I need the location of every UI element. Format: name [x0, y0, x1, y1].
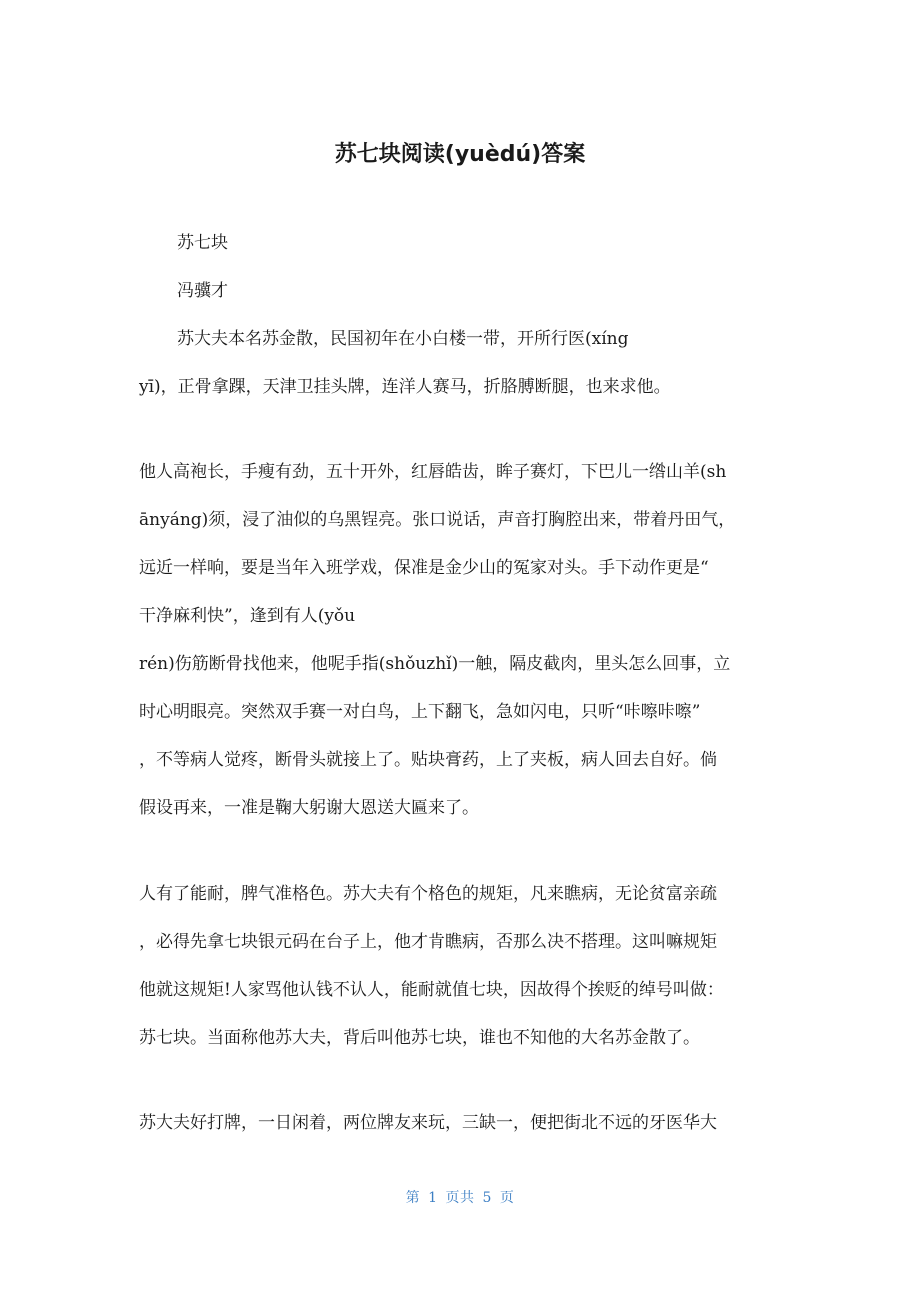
- text-line: 苏大夫好打牌，一日闲着，两位牌友来玩，三缺一，便把街北不远的牙医华大: [139, 1113, 717, 1133]
- text-line: rén)伤筋断骨找他来，他呢手指(shǒuzhǐ)一触，隔皮截肉，里头怎么回事，立: [139, 654, 731, 674]
- document-title: 苏七块阅读(yuèdú)答案: [334, 142, 586, 167]
- current-page-number: 1: [428, 1190, 438, 1206]
- text-line: ānyáng)须，浸了油似的乌黑锃亮。张口说话，声音打胸腔出来，带着丹田气，: [139, 510, 736, 530]
- text-line: 苏大夫本名苏金散，民国初年在小白楼一带，开所行医(xíng: [177, 329, 629, 349]
- text-line: ，必得先拿七块银元码在台子上，他才肯瞧病，否那么决不搭理。这叫嘛规矩: [139, 932, 717, 952]
- text-line: 远近一样响，要是当年入班学戏，保准是金少山的冤家对头。手下动作更是“: [139, 558, 709, 578]
- text-line: 他人高袍长，手瘦有劲，五十开外，红唇皓齿，眸子赛灯，下巴儿一绺山羊(sh: [139, 462, 727, 482]
- text-line: 干净麻利快”，逢到有人(yǒu: [139, 606, 356, 626]
- page-label-suffix: 页: [499, 1190, 515, 1206]
- text-line: 时心明眼亮。突然双手赛一对白鸟，上下翻飞，急如闪电，只听“咔嚓咔嚓”: [139, 702, 701, 722]
- text-line: 人有了能耐，脾气准格色。苏大夫有个格色的规矩，凡来瞧病，无论贫富亲疏: [139, 884, 717, 904]
- author-name: 冯骥才: [177, 281, 228, 301]
- text-line: ，不等病人觉疼，断骨头就接上了。贴块膏药，上了夹板，病人回去自好。倘: [139, 750, 717, 770]
- text-line: yī)，正骨拿踝，天津卫挂头牌，连洋人赛马，折胳膊断腿，也来求他。: [139, 377, 671, 397]
- text-line: 假设再来，一准是鞠大躬谢大恩送大匾来了。: [139, 798, 479, 818]
- page-label-prefix: 第: [405, 1190, 421, 1206]
- text-line: 他就这规矩!人家骂他认钱不认人，能耐就值七块，因故得个挨贬的绰号叫做：: [139, 980, 724, 1000]
- story-title: 苏七块: [177, 233, 228, 253]
- page-label-middle: 页共: [445, 1190, 475, 1206]
- page-footer: [0, 1187, 920, 1209]
- total-pages-number: 5: [482, 1190, 492, 1206]
- text-line: 苏七块。当面称他苏大夫，背后叫他苏七块，谁也不知他的大名苏金散了。: [139, 1028, 700, 1048]
